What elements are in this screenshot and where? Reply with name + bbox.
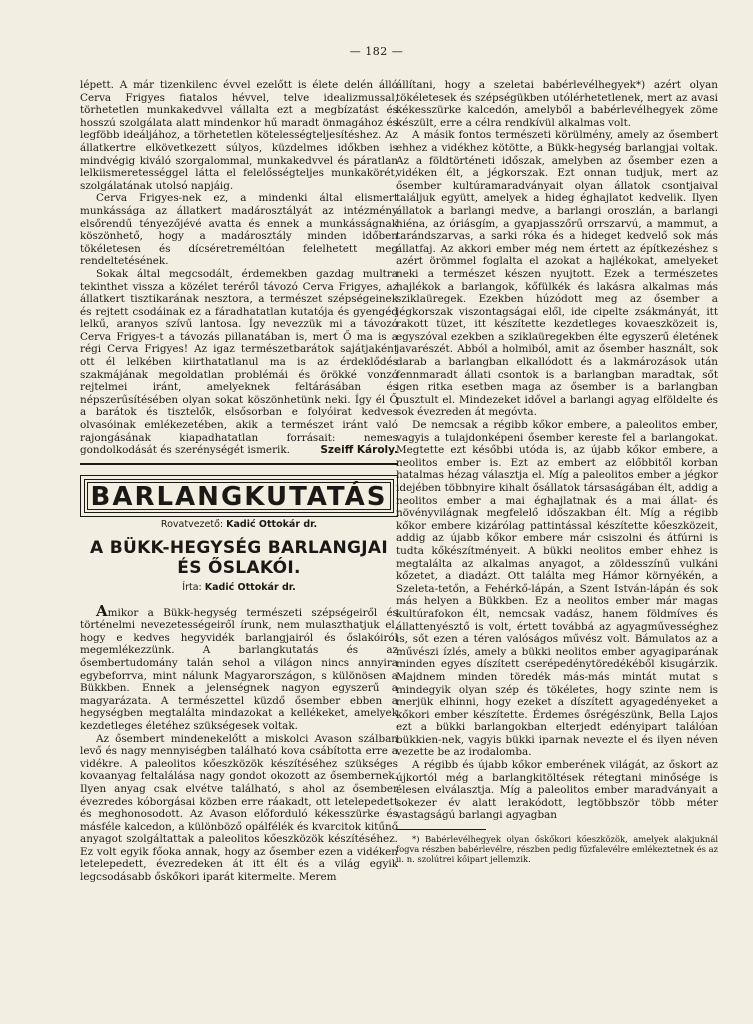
signature: Szeiff Károly. xyxy=(320,444,398,457)
article-title: A BÜKK-HEGYSÉG BARLANGJAI ÉS ŐSLAKÓI. xyxy=(90,538,388,578)
paragraph: Amikor a Bükk-hegység természeti szépségeiről és történelmi nevezetességeiről írunk, nem mulaszthatjuk el, hogy e kedves hegyvidék barlangjairól és őslakóiról megemlékezzünk. A barlangkutatás és az ősembertudomány talán sehol a világon nincs annyira egybeforrva, mint nálunk Magyarországon, s különösen a Bükkben. Ennek a jelenségnek nagyon egyszerű a magyarázata. A természettel küzdő ősember ebben a hegységben megtalálta mindazokat a kellékeket, amelyek kezdetleges életéhez szükségesek voltak. xyxy=(80,601,398,732)
paragraph: De nemcsak a régibb kőkor embere, a paleolitos ember, vagyis a tulajdonképeni ősember kereste fel a barlangokat. Megtette ezt későbbi utóda is, az újabb kőkor embere, a neolitos ember is. Ezt az embert az előbbitől korban hatalmas hézag választja el. Míg a paleolitos ember a jégkor idejében többnyire kihalt ősállatok társaságában élt, addig a neolitos ember a mai éghajlatnak és a mai állat- és növényvilágnak megfelelő időszakban élt. Míg a régibb kőkor embere kizárólag pattintással készítette kőeszközeit, addig az újabb kőkor embere már csiszolni és átfúrni is tudta kőkészítményeit. A bükki neolitos ember ehhez is megtalálta az alkalmas anyagot, a zöldesszínű vulkáni kőzetet, a diadázt. Ott találta meg Hámor környékén, a Szeleta-tetőn, a Fehérkő-lápán, a Szent István-lápán és sok más helyen a Bükkben. Ez a neolitos ember már magas kultúrafokon élt, nemcsak vadász, hanem földmíves és állattenyésztő is volt, értett továbbá az agyagművességhez is, sőt ezen a téren valóságos művész volt. Bámulatos az a művészi ízlés, amely a bükki neolitos ember agyagiparának minden egyes díszített cserépedénytöredékéből kisugárzik. Majdnem minden töredék más-más mintát mutat s mindegyik olyan szép és tökéletes, hogy szinte nem is merjük elhinni, hogy ezeket a díszített agyagedényeket a kőkori ember készítette. Érdemes ősrégészünk, Bella Lajos ezt a bükki barlangokban elterjedt edényipart találóan bükkien-nek, vagyis bükki iparnak nevezte el és ilyen néven vezette be az irodalomba. xyxy=(396,419,718,759)
divider xyxy=(80,463,398,465)
paragraph: A másik fontos természeti körülmény, amely az ősembert ehhez a vidékhez kötötte, a Bükk-hegység barlangjai voltak. Az a földtörténeti időszak, amelyben az ősember ezen a vidéken élt, a jégkorszak. Ezt onnan tudjuk, mert az ősember kultúramaradványait olyan állatok csontjaival találjuk együtt, amelyek a hideg éghajlatot kedvelik. Ilyen állatok a barlangi medve, a barlangi oroszlán, a barlangi hiéna, az óriásgím, a gyapjasszőrű orrszarvú, a mammut, a tarándszarvas, a sarki róka és a hideget kedvelő sok más állatfaj. Az akkori ember még nem értett az építkezéshez s azért örömmel foglalta el azokat a hajlékokat, amelyeket neki a természet készen nyujtott. Ezek a természetes hajlékok a barlangok, kőfülkék és lakásra alkalmas más sziklaüregek. Ezekben húzódott meg az ősember a jégkorszak viszontagságai elől, ide cipelte zsákmányát, itt rakott tüzet, itt készítette kezdetleges kovaeszközeit is, egyszóval ezekben a sziklaüregekben élte egyszerű életének javarészét. Abból a holmiból, amit az ősember használt, sok darab a barlangban elkallódott és a lakmározások után fennmaradt állati csontok is a barlangban maradtak, sőt igen ritka esetben maga az ősember is a barlangban pusztult el. Mindezeket idővel a barlangi agyag elföldelte és sok évezreden át megóvta. xyxy=(396,129,718,419)
paragraph: Cerva Frigyes-nek ez, a mindenki által elismert munkássága az állatkert madárosztályát az intézmény elsőrendű tényezőjévé avatta és ennek a munkásságnak köszönhető, hogy a madárosztály minden időben tökéletesen és dícséretreméltóan felelhetett meg rendeltetésének. xyxy=(80,192,398,268)
byline: Írta: Kadić Ottokár dr. xyxy=(182,582,296,593)
drop-cap: A xyxy=(96,601,108,620)
footnote-divider xyxy=(396,829,486,830)
section-title: BARLANGKUTATÁS xyxy=(84,479,394,514)
footnote: *) Babérlevélhegyek olyan őskőkori kőeszközök, amelyek alakjuknál fogva részben babérlevélre, részben pedig fűzfalevélre emlékeztetnek és az u. n. szolútrei kőipart jellemzik. xyxy=(396,834,719,865)
paragraph: állítani, hogy a szeletai babérlevélhegyek*) azért olyan tökéletesek és szépségükben utólérhetetlenek, mert az avasi kékesszürke kalcedón, amelyből a babérlevélhegyek zöme készült, erre a célra rendkívül alkalmas volt. xyxy=(396,79,718,129)
paragraph: lépett. A már tizenkilenc évvel ezelőtt is élete delén álló Cerva Frigyes fiatalos hévvel, telve idealizmussal, törhetetlen munkakedvvel vállalta ezt a megbízatást és hosszú szolgálata alatt mindenkor hű maradt önmagához és legföbb ideáljához, a törhetetlen kötelességteljesítéshez. Az állatkertre elkövetkezett súlyos, küzdelmes időkben is mindvégig kiváló szorgalommal, munkakedvvel és páratlan lelkiismeretességgel látta el felelősségteljes munkakörét, szolgálatának utolsó napjáig. xyxy=(80,79,398,192)
paragraph: Az ősembert mindenekelőtt a miskolci Avason szálban levő és nagy mennyiségben található kova csábította erre a vidékre. A paleolitos kőeszközök készítéséhez szükséges kovaanyag feltalálása nagy gondot okozott az ősembernek. Ilyen anyag csak elvétve található, s ahol az ősember évezredes kóborgásai közben erre ráakadt, ott letelepedett és meghonosodott. Az Avason előforduló kékesszürke és másféle kalcedon, a különböző opálfélék és kvarcitok kitűnő anyagot szolgáltattak a paleolitos kőeszközök készítéséhez. Ez volt egyik főoka annak, hogy az ősember ezen a vidéken letelepedett, évezredeken át itt élt és a világ egyik legcsodásabb őskőkori iparát kitermelte. Merem xyxy=(80,732,398,884)
paragraph: A régibb és újabb kőkor emberének világát, az őskort az újkortól még a barlangkitöltések rétegtani minősége is élesen elválasztja. Míg a paleolitos ember maradványait a sokezer év alatt lerakódott, legtöbbször több méter vastagságú barlangi agyagban xyxy=(396,759,718,822)
paragraph: Sokak által megcsodált, érdemekben gazdag multra tekinthet vissza a közélet teréről távozó Cerva Frigyes, az állatkert tisztikarának nesztora, a természet szépségeinek és rejtett csodáinak ez a fáradhatatlan kutatója és gyengéd lelkű, aranyos szívű lantosa. Így nevezzük mi a távozó Cerva Frigyes-t a távozás pillanatában is, mert Ő ma is a régi Cerva Frigyes! Az igaz természetbarátok sajátjaként ott él lelkében kiirthatatlanul ma is az érdeklődés szakmájának megoldatlan problémái és örökké vonzó rejtelmei iránt, amelyeknek feltárásában és népszerűsítésében olyan sokat köszönhetünk neki. Így él Ő a barátok és tisztelők, elsősorban e folyóirat kedves olvasóinak emlékezetében, akik a természet iránt való rajongásának kiapadhatatlan forrásait: nemes gondolkodását és szerénységét ismerik. Szeiff Károly. xyxy=(80,267,398,457)
column-editor: Rovatvezető: Kadić Ottokár dr. xyxy=(160,519,318,531)
page-number: — 182 — xyxy=(349,45,404,58)
right-column xyxy=(396,79,718,865)
left-column xyxy=(80,79,398,884)
